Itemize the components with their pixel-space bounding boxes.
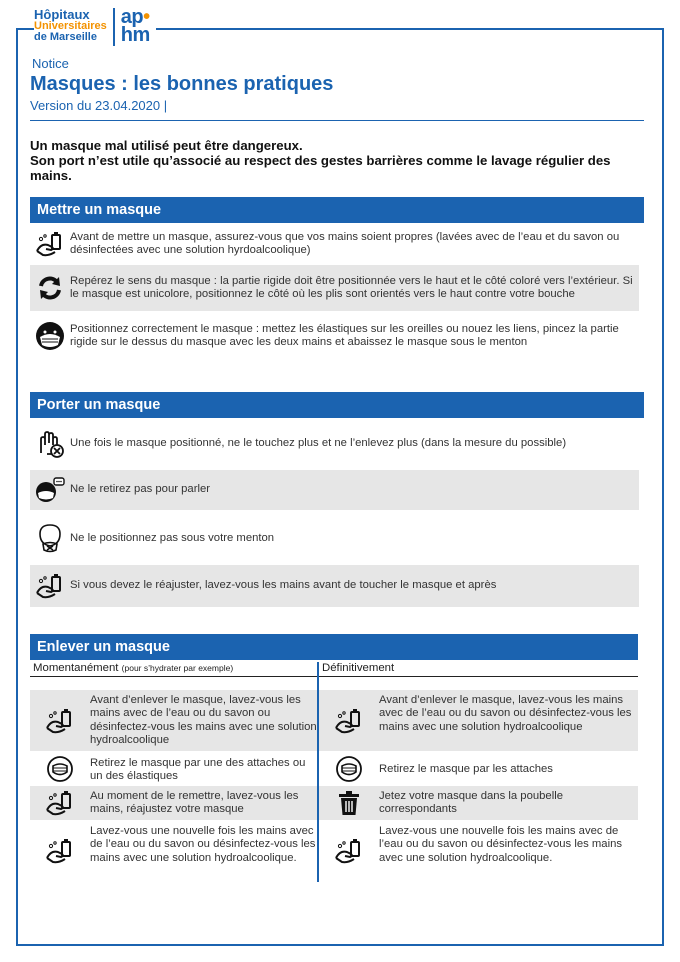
list-item [30,265,639,311]
hand-wash-icon [30,790,90,816]
logo-line-2: Universitaires [34,20,107,32]
list-item [319,690,638,751]
list-item [30,753,317,785]
logo-dot-icon: • [143,6,150,28]
item-text: Lavez-vous une nouvelle fois les mains avec de l’eau ou du savon ou désinfectez-vous les mains avec une solution hydroalcoolique. [90,825,316,864]
trash-icon [319,790,379,816]
logo-monogram [121,8,150,44]
chin-mask-icon [30,524,70,554]
hand-wash-icon [30,838,90,864]
logo-divider [113,8,115,46]
intro-warning [30,138,644,183]
hand-wash-icon [30,231,70,257]
hand-wash-icon [319,838,379,864]
item-text: Si vous devez le réajuster, lavez-vous les mains avant de toucher le masque et après [70,579,497,592]
list-item [319,821,638,881]
hand-wash-icon [319,708,379,734]
list-item [319,753,638,785]
item-text: Repérez le sens du masque : la partie rigide doit être positionnée vers le haut et le côté coloré vers l’extérieur. Si le masque est unicolore, positionnez le côté où les plis sont orientés vers le haut contre votre bouche [70,274,633,300]
intro-line-1: Un masque mal utilisé peut être dangereux. [30,138,303,153]
item-text: Retirez le masque par une des attaches ou un des élastiques [90,757,306,783]
list-item [30,470,639,510]
item-text: Avant de mettre un masque, assurez-vous que vos mains soient propres (lavées avec de l’eau et du savon ou désinfectées avec une solution hyrdoalcoolique) [70,230,620,256]
item-text: Jetez votre masque dans la poubelle correspondants [379,790,564,816]
logo-wordmark [34,8,107,43]
item-text: Avant d’enlever le masque, lavez-vous les mains avec de l’eau ou du savon ou désinfectez-vous les mains avec une solution hydroalcoolique [379,694,632,733]
masked-face-icon [30,320,70,352]
mask-attach-icon [30,755,90,783]
section-heading-enlever: Enlever un masque [30,634,638,660]
list-item [30,225,639,263]
list-item [30,516,639,562]
section-heading-mettre: Mettre un masque [30,197,644,223]
item-text: Ne le retirez pas pour parler [70,483,211,496]
list-item [30,565,639,607]
list-item [30,690,317,751]
item-text: Au moment de le remettre, lavez-vous les mains, réajustez votre masque [90,790,299,816]
item-text: Avant d’enlever le masque, lavez-vous les mains avec de l’eau ou du savon ou désinfectez-vous les mains avec une solution hydroalcoolique [90,694,317,746]
list-item [30,313,639,359]
column-header-note: (pour s’hydrater par exemple) [121,663,234,673]
logo-line-1: Hôpitaux [34,7,90,22]
list-item [30,821,317,881]
item-text: Retirez le masque par les attaches [379,763,553,775]
column-rule-right [319,676,638,677]
no-touch-icon [30,429,70,459]
talking-mask-icon [30,477,70,503]
list-item [30,422,639,466]
refresh-icon [30,275,70,301]
section-heading-porter: Porter un masque [30,392,644,418]
item-text: Positionnez correctement le masque : mettez les élastiques sur les oreilles ou nouez les liens, pincez la partie rigide sur le dessus du masque avec les deux mains et abaissez le masque sous le menton [70,322,619,348]
logo-line-3: de Marseille [34,31,97,43]
page-title: Masques : les bonnes pratiques [30,73,334,95]
hand-wash-icon [30,708,90,734]
version-label: Version du 23.04.2020 | [30,98,168,113]
item-text: Une fois le masque positionné, ne le touchez plus et ne l’enlevez plus (dans la mesure du possible) [70,437,567,450]
item-text: Ne le positionnez pas sous votre menton [70,532,275,545]
hand-wash-icon [30,573,70,599]
column-header-label: Momentanément [33,662,119,674]
intro-line-2: Son port n’est utile qu’associé au respect des gestes barrières comme le lavage régulier des mains. [30,153,611,183]
aphm-logo [34,8,156,46]
column-rule-left [30,676,317,677]
column-header-definitivement: Définitivement [322,662,395,674]
notice-label: Notice [32,56,69,71]
column-header-momentanement [33,662,233,674]
mask-attach-icon [319,755,379,783]
logo-hm: hm [120,24,150,46]
list-item [319,786,638,820]
item-text: Lavez-vous une nouvelle fois les mains avec de l’eau ou du savon ou désinfectez-vous les mains avec une solution hydroalcoolique. [379,825,623,864]
list-item [30,786,317,820]
title-rule [30,120,644,121]
logo-ap: ap [120,6,144,28]
